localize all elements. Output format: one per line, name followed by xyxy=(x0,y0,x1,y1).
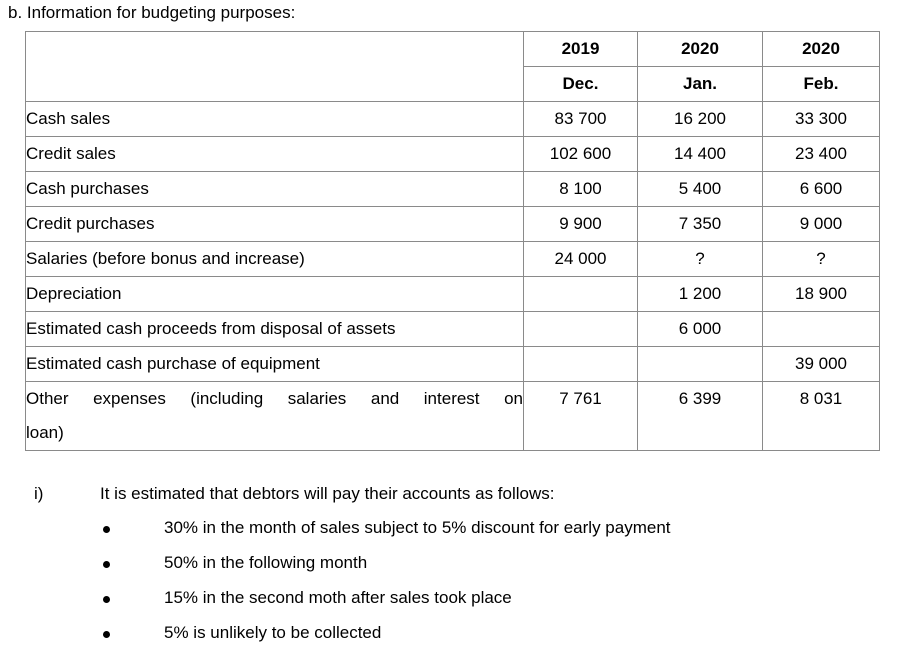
budget-table xyxy=(25,31,880,451)
table-row xyxy=(26,347,880,382)
row-label: Cash sales xyxy=(26,102,524,137)
row-label: Credit sales xyxy=(26,137,524,172)
cell-feb xyxy=(763,312,880,347)
cell-dec xyxy=(524,312,638,347)
cell-dec: 8 100 xyxy=(524,172,638,207)
cell-jan: 16 200 xyxy=(638,102,763,137)
bullet-icon xyxy=(103,631,110,638)
header-row-year xyxy=(26,32,880,67)
bullet-icon xyxy=(103,526,110,533)
list-item-text: 15% in the second moth after sales took place xyxy=(164,588,512,607)
cell-feb: 9 000 xyxy=(763,207,880,242)
cell-feb: 33 300 xyxy=(763,102,880,137)
cell-dec xyxy=(524,277,638,312)
row-label: Estimated cash purchase of equipment xyxy=(26,347,524,382)
cell-jan: 6 399 xyxy=(638,382,763,451)
cell-dec: 9 900 xyxy=(524,207,638,242)
cell-dec: 24 000 xyxy=(524,242,638,277)
table-row xyxy=(26,102,880,137)
cell-dec: 83 700 xyxy=(524,102,638,137)
header-year-jan: 2020 xyxy=(638,32,763,67)
cell-feb: 18 900 xyxy=(763,277,880,312)
bullet-icon xyxy=(103,561,110,568)
cell-jan: 14 400 xyxy=(638,137,763,172)
cell-feb: 6 600 xyxy=(763,172,880,207)
table-row xyxy=(26,312,880,347)
header-empty-cell xyxy=(26,32,524,102)
cell-dec xyxy=(524,347,638,382)
cell-jan: 6 000 xyxy=(638,312,763,347)
note-number: i) xyxy=(34,484,44,503)
list-item-text: 50% in the following month xyxy=(164,553,368,572)
header-year-feb: 2020 xyxy=(763,32,880,67)
row-label-line-2: loan) xyxy=(26,423,64,442)
row-label xyxy=(26,382,524,451)
cell-feb: ? xyxy=(763,242,880,277)
table-row xyxy=(26,382,880,451)
cell-jan: ? xyxy=(638,242,763,277)
row-label: Depreciation xyxy=(26,277,524,312)
table-row xyxy=(26,137,880,172)
row-label: Cash purchases xyxy=(26,172,524,207)
row-label: Salaries (before bonus and increase) xyxy=(26,242,524,277)
row-label: Estimated cash proceeds from disposal of assets xyxy=(26,312,524,347)
table-row xyxy=(26,242,880,277)
header-month-feb: Feb. xyxy=(763,67,880,102)
cell-feb: 23 400 xyxy=(763,137,880,172)
cell-dec: 7 761 xyxy=(524,382,638,451)
cell-jan: 1 200 xyxy=(638,277,763,312)
list-item-text: 5% is unlikely to be collected xyxy=(164,623,382,642)
row-label-line-1: Other expenses (including salaries and interest on xyxy=(26,389,523,408)
cell-feb: 8 031 xyxy=(763,382,880,451)
header-year-dec: 2019 xyxy=(524,32,638,67)
cell-feb: 39 000 xyxy=(763,347,880,382)
cell-jan: 7 350 xyxy=(638,207,763,242)
table-row xyxy=(26,277,880,312)
table-row xyxy=(26,207,880,242)
header-month-jan: Jan. xyxy=(638,67,763,102)
header-month-dec: Dec. xyxy=(524,67,638,102)
list-item-text: 30% in the month of sales subject to 5% discount for early payment xyxy=(164,518,671,537)
section-heading: b. Information for budgeting purposes: xyxy=(8,3,296,22)
cell-jan: 5 400 xyxy=(638,172,763,207)
cell-jan xyxy=(638,347,763,382)
bullet-icon xyxy=(103,596,110,603)
note-intro: It is estimated that debtors will pay their accounts as follows: xyxy=(100,484,555,503)
table-row xyxy=(26,172,880,207)
cell-dec: 102 600 xyxy=(524,137,638,172)
row-label: Credit purchases xyxy=(26,207,524,242)
